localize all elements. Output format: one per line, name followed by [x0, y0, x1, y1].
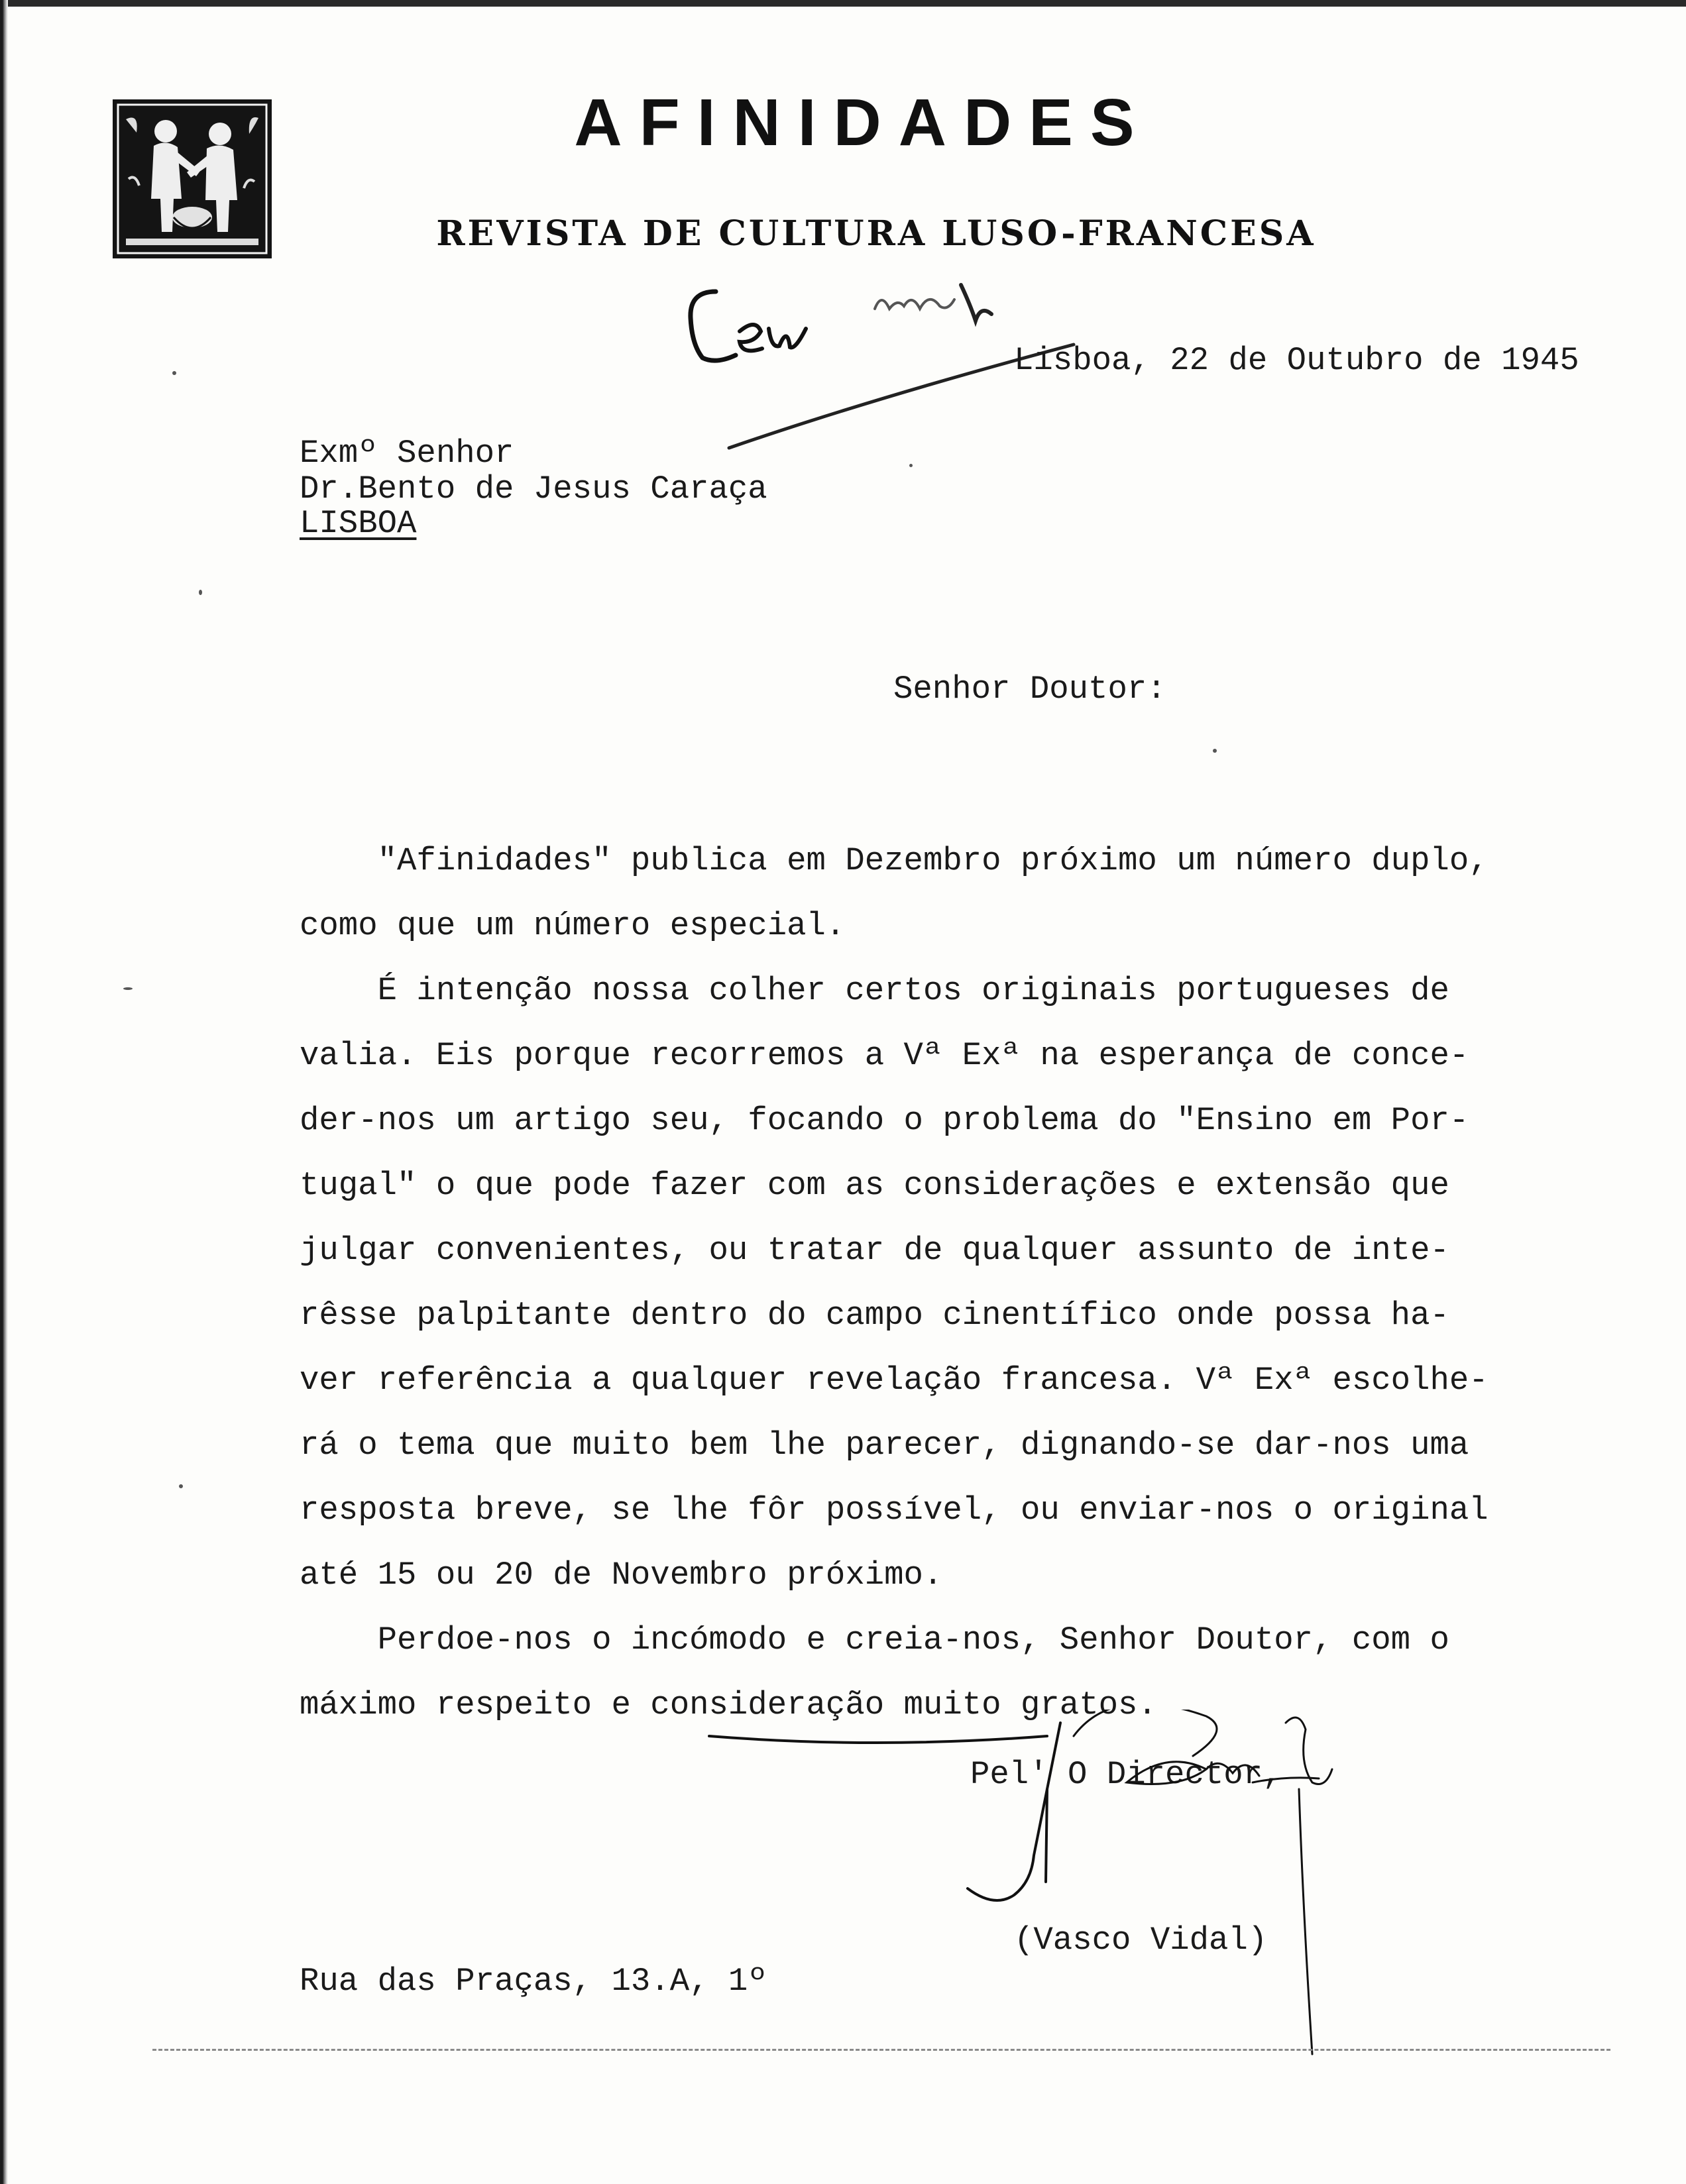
signer-name: (Vasco Vidal)	[1014, 1922, 1268, 1959]
body-line: "Afinidades" publica em Dezembro próximo um número duplo,	[300, 842, 1489, 879]
body-line: Perdoe-nos o incómodo e creia-nos, Senhor Doutor, com o	[300, 1621, 1449, 1659]
letter-body	[300, 828, 1559, 1737]
body-line: como que um número especial.	[300, 907, 846, 944]
date-line: Lisboa, 22 de Outubro de 1945	[1014, 342, 1579, 379]
body-line: até 15 ou 20 de Novembro próximo.	[300, 1556, 943, 1594]
body-line: rêsse palpitante dentro do campo cinentífico onde possa ha-	[300, 1297, 1449, 1334]
scan-speck	[1213, 749, 1217, 753]
scan-speck	[123, 987, 133, 990]
body-line: máximo respeito e consideração muito gratos.	[300, 1686, 1157, 1723]
scan-speck	[172, 371, 176, 375]
salutation: Senhor Doutor:	[893, 671, 1166, 708]
scan-speck	[179, 1484, 183, 1488]
body-line: ver referência a qualquer revelação francesa. Vª Exª escolhe-	[300, 1362, 1489, 1399]
footer-rule	[152, 2049, 1610, 2051]
body-line: resposta breve, se lhe fôr possível, ou enviar-nos o original	[300, 1492, 1489, 1529]
body-line: julgar convenientes, ou tratar de qualquer assunto de inte-	[300, 1232, 1449, 1269]
body-line: der-nos um artigo seu, focando o problema do "Ensino em Por-	[300, 1102, 1469, 1139]
closing-label: Pel' O Director,	[970, 1756, 1282, 1793]
scan-speck	[909, 464, 913, 467]
page-top-edge	[0, 0, 1686, 7]
masthead-subtitle: REVISTA DE CULTURA LUSO-FRANCESA	[436, 213, 1316, 254]
recipient-honorific: Exmº Senhor	[300, 435, 514, 472]
recipient-city: LISBOA	[300, 505, 417, 542]
scan-speck	[199, 590, 202, 595]
body-line: rá o tema que muito bem lhe parecer, dignando-se dar-nos uma	[300, 1427, 1469, 1464]
recipient-name: Dr.Bento de Jesus Caraça	[300, 470, 767, 508]
body-line: valia. Eis porque recorremos a Vª Exª na esperança de conce-	[300, 1037, 1469, 1074]
signature	[702, 1710, 1458, 2067]
body-line: tugal" o que pode fazer com as considerações e extensão que	[300, 1167, 1449, 1204]
body-line: É intenção nossa colher certos originais portugueses de	[300, 972, 1449, 1009]
masthead-title: AFINIDADES	[574, 85, 1152, 160]
page-left-edge	[0, 0, 8, 2184]
footer-address: Rua das Praças, 13.A, 1º	[300, 1963, 767, 2000]
